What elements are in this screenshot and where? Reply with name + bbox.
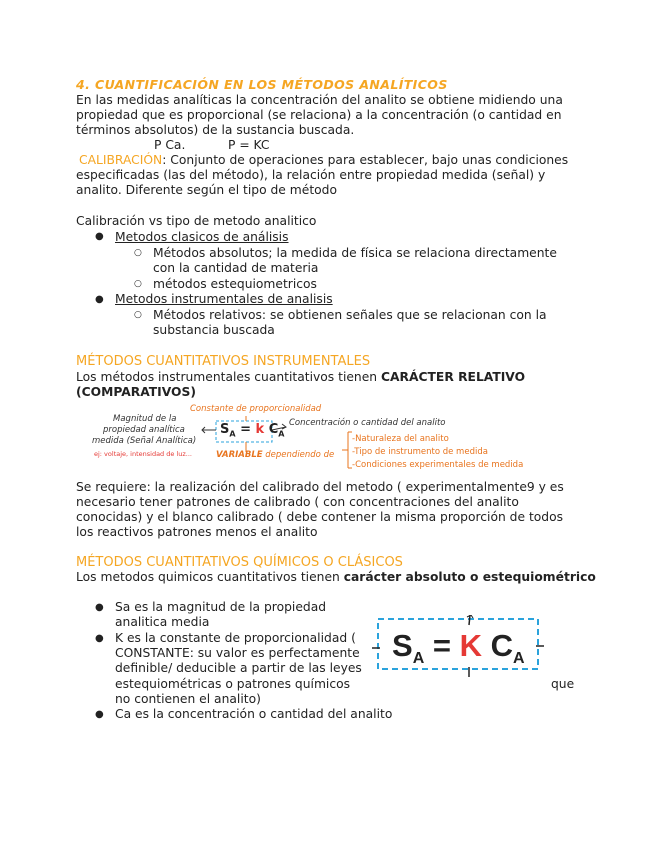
calibration-line-2: especificadas (las del método), la relación entre propiedad medida (señal) y [76,168,546,182]
quimicos-intro [76,570,596,585]
calibration-def: : Conjunto de operaciones para establecer, bajo unas condiciones [162,153,569,167]
bullet-k-5: no contienen el analito) [115,692,261,706]
list-item-instrumentales: Metodos instrumentales de analisis [115,292,333,306]
bullet-ca: Ca es la concentración o cantidad del analito [115,707,393,721]
big-eq-s: S [392,628,413,663]
instrumental-title: MÉTODOS CUANTITATIVOS INSTRUMENTALES [76,354,371,369]
diagram-factor-3: -Condiciones experimentales de medida [352,460,524,470]
sub-item-relativos-2: substancia buscada [153,323,275,337]
diagram-right-label: Concentración o cantidad del analito [289,418,446,428]
big-equation-box [370,615,545,677]
bullet-k-1: K es la constante de proporcionalidad ( [115,631,356,645]
circle-bullet-icon: ○ [134,248,142,258]
sub-item-absolutos-2: con la cantidad de materia [153,261,319,275]
diagram-factor-1: -Naturaleza del analito [352,434,449,444]
sub-item-absolutos-1: Métodos absolutos; la medida de física se relaciona directamente [153,246,557,260]
sub-item-relativos-1: Métodos relativos: se obtienen señales que se relacionan con la [153,308,547,322]
eq-ca: A [278,429,285,439]
bullet-icon: ● [95,231,104,242]
circle-bullet-icon: ○ [134,279,142,289]
big-eq-equals: = [424,628,460,663]
bullet-k-2: CONSTANTE: su valor es perfectamente [115,646,360,660]
big-eq-c: C [490,628,513,663]
requires-line-4: los reactivos patrones menos el analito [76,525,318,539]
eq-c: C [268,422,279,437]
bullet-icon: ● [95,709,104,720]
instrumental-intro [76,370,525,385]
eq-sa: A [229,429,236,439]
intro-line-3: términos absolutos) de la sustancia buscada. [76,123,355,137]
instrumental-intro-bold: CARÁCTER RELATIVO [380,370,526,384]
diagram-equation [220,422,284,439]
instrumental-intro-2: (COMPARATIVOS) [76,385,196,399]
bullet-k-4: estequiométricas o patrones químicos [115,677,351,691]
intro-line-1: En las medidas analíticas la concentración del analito se obtiene midiendo una [76,93,563,107]
eq-equals: = [235,422,256,437]
diagram-left-1: Magnitud de la [113,414,177,424]
big-eq-k: K [459,628,482,663]
bullet-sa-2: analitica media [115,615,210,629]
bullet-icon: ● [95,602,104,613]
eq-s: S [220,422,230,437]
eq-k: k [255,422,265,437]
diagram-left-example: ej: voltaje, intensidad de luz... [94,450,192,458]
sub-item-estequiometricos: métodos estequiometricos [153,277,317,291]
bullet-icon: ● [95,294,104,305]
variable-rest: dependiendo de [262,450,335,460]
big-eq-ca: A [513,650,525,668]
diagram-left-2: propiedad analítica [103,425,185,435]
diagram-factor-2: -Tipo de instrumento de medida [352,447,488,457]
bullet-sa-1: Sa es la magnitud de la propiedad [115,600,327,614]
list-item-clasicos: Metodos clasicos de análisis [115,230,289,244]
calibration-line-3: analito. Diferente según el tipo de método [76,183,338,197]
quimicos-intro-bold: carácter absoluto o estequiométrico [343,570,596,584]
diagram-left-3: medida (Señal Analítica) [92,436,197,446]
calibration-line-1 [79,153,568,168]
intro-line-2: propiedad que es proporcional (se relaciona) a la concentración (o cantidad en [76,108,562,122]
instrumental-intro-text: Los métodos instrumentales cuantitativos tienen [76,370,381,384]
bullet-k-trailing: que [551,677,575,691]
big-eq-sa: A [412,650,425,668]
quimicos-intro-text: Los metodos quimicos cuantitativos tienen [76,570,344,584]
section-title: 4. CUANTIFICACIÓN EN LOS MÉTODOS ANALÍTICOS [76,77,448,92]
quimicos-title: MÉTODOS CUANTITATIVOS QUÍMICOS O CLÁSICOS [76,555,403,570]
formula-proportional: P Ca. [154,138,186,152]
vs-title: Calibración vs tipo de metodo analitico [76,214,317,228]
bullet-icon: ● [95,633,104,644]
formula-pkc: P = KC [228,138,270,152]
diagram-constant-label: Constante de proporcionalidad [190,404,322,414]
big-equation [392,629,525,676]
requires-line-3: conocidas) y el blanco calibrado ( debe contener la misma proporción de todos [76,510,564,524]
variable-bold: VARIABLE [216,450,263,460]
calibration-label: CALIBRACIÓN [79,153,163,167]
diagram-variable [216,450,334,460]
requires-line-1: Se requiere: la realización del calibrado del metodo ( experimentalmente9 y es [76,480,564,494]
circle-bullet-icon: ○ [134,310,142,320]
proportionality-diagram [80,400,540,472]
requires-line-2: necesario tener patrones de calibrado ( con concentraciones del analito [76,495,519,509]
bullet-k-3: definible/ deducible a partir de las leyes [115,661,362,675]
